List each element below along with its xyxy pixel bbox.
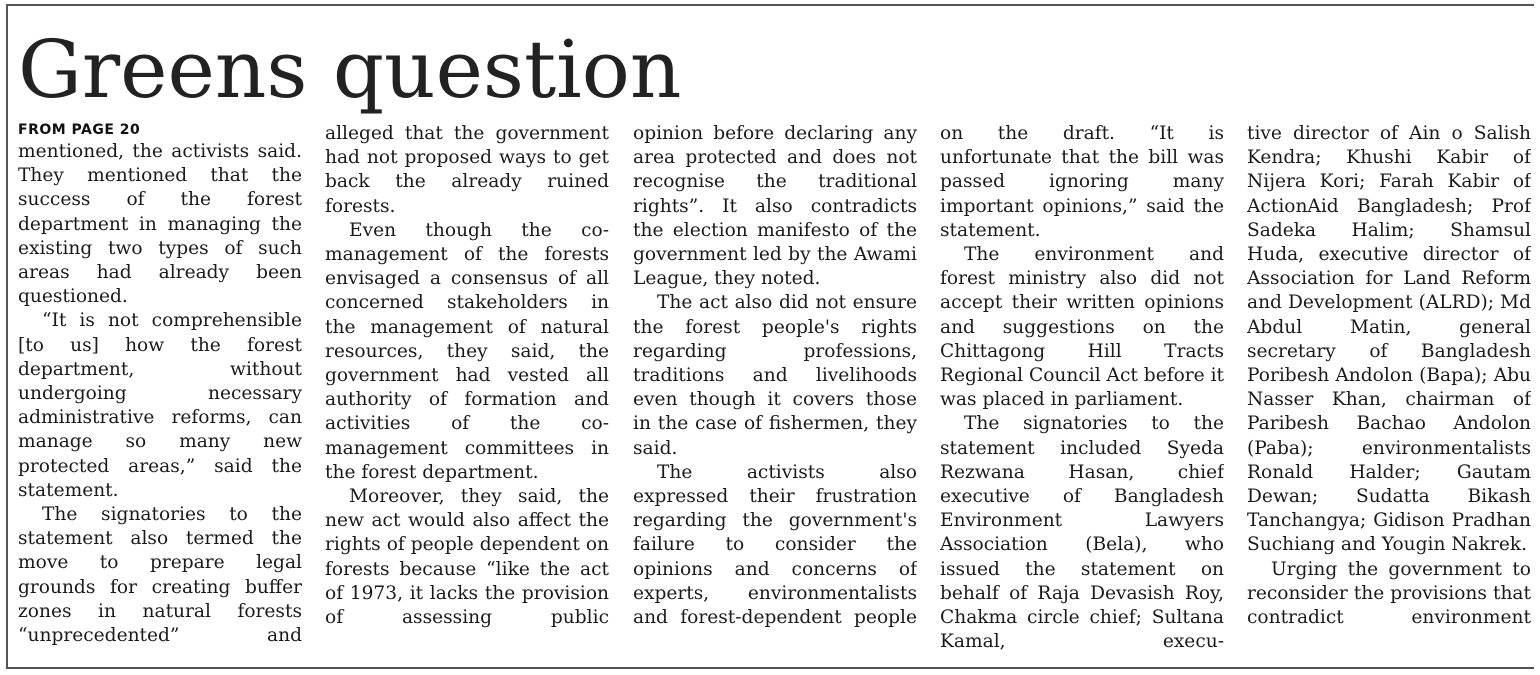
column-4 bbox=[940, 122, 1224, 652]
paragraph: alleged that the government had not proposed ways to get back the already ruined forests. bbox=[325, 123, 609, 217]
paragraph: mentioned, the activists said. They mentioned that the success of the forest department in managing the existing two types of such areas had already been questioned. bbox=[18, 141, 302, 308]
paragraph: The act also did not ensure the forest people's rights regarding professions, traditions and livelihoods even though it covers those in the case of fishermen, they said. bbox=[633, 292, 917, 459]
paragraph: Moreover, they said, the new act would also affect the rights of people dependent on forests because “like the act of 1973, it lacks the provision of assessing public bbox=[325, 486, 609, 629]
paragraph: Even though the co-management of the forests envisaged a consensus of all concerned stakeholders in the management of natural resources, they said, the government had vested all authority of formation and activities of the co-management committees in the forest department. bbox=[325, 219, 609, 483]
column-2 bbox=[325, 122, 609, 652]
headline: Greens question bbox=[18, 23, 682, 116]
paragraph: “It is not comprehensible [to us] how the forest department, without undergoing necessary administrative reforms, can manage so many new protected areas,” said the statement. bbox=[18, 310, 302, 501]
paragraph: The environment and forest ministry also did not accept their written opinions and suggestions on the Chittagong Hill Tracts Regional Council Act before it was placed in parliament. bbox=[940, 244, 1224, 411]
paragraph: on the draft. “It is unfortunate that the bill was passed ignoring many important opinions,” said the statement. bbox=[940, 123, 1224, 241]
paragraph: The signatories to the statement included Syeda Rezwana Hasan, chief executive of Bangladesh Environment Lawyers Association (Bela), who issued the statement on behalf of Raja Devasish Roy, Chakma circle chief; Sultana Kamal, execu- bbox=[940, 413, 1224, 652]
column-1 bbox=[18, 122, 302, 652]
paragraph: tive director of Ain o Salish Kendra; Khushi Kabir of Nijera Kori; Farah Kabir of ActionAid Bangladesh; Prof Sadeka Halim; Shamsul Huda, executive director of Association for Land Reform and Development (ALRD); Md Abdul Matin, general secretary of Bangladesh Poribesh Andolon (Bapa); Abu Nasser Khan, chairman of Paribesh Bachao Andolon (Paba); environmentalists Ronald Halder; Gautam Dewan; Sudatta Bikash Tanchangya; Gidison Pradhan Suchiang and Yougin Nakrek. bbox=[1247, 123, 1531, 556]
article-body bbox=[18, 122, 1531, 652]
kicker: FROM PAGE 20 bbox=[18, 122, 141, 138]
paragraph: opinion before declaring any area protected and does not recognise the traditional rights”. It also contradicts the election manifesto of the government led by the Awami League, they noted. bbox=[633, 123, 917, 290]
paragraph: Urging the government to reconsider the provisions that contradict environment bbox=[1247, 558, 1531, 629]
paragraph: The signatories to the statement also termed the move to prepare legal grounds for creating buffer zones in natural forests “unprecedented” and bbox=[18, 504, 302, 647]
column-5 bbox=[1247, 122, 1531, 652]
paragraph: The activists also expressed their frustration regarding the government's failure to consider the opinions and concerns of experts, environmentalists and forest-dependent people bbox=[633, 461, 917, 629]
column-3 bbox=[633, 122, 917, 652]
